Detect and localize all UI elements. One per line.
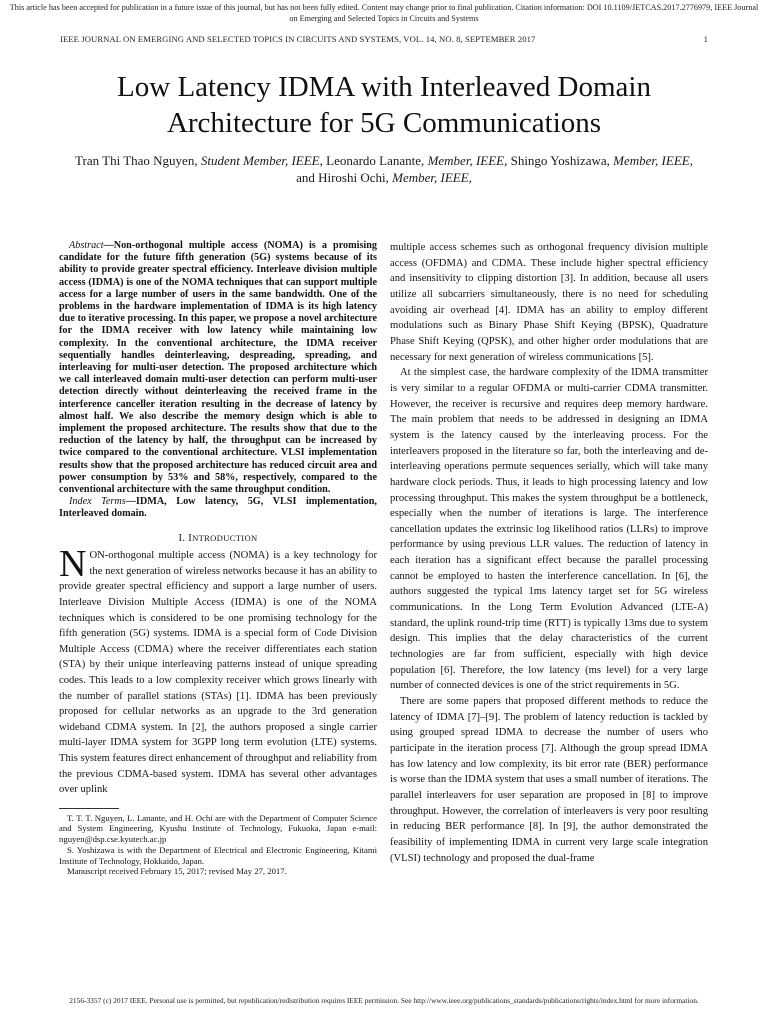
drop-cap: N: [59, 543, 87, 586]
left-column: [59, 240, 377, 877]
author-4-role: Member, IEEE,: [392, 170, 472, 185]
footnote-manuscript-dates: Manuscript received February 15, 2017; revised May 27, 2017.: [67, 866, 287, 877]
footnote-affiliation-2: S. Yoshizawa is with the Department of Electrical and Electronic Engineering, Kitami Institute of Technology, Hokkaido, Japan.: [59, 844, 377, 866]
body-paragraph-1: multiple access schemes such as orthogonal frequency division multiple access (OFDMA) and CDMA. These include higher spectral efficiency and insensitivity to clipping distortion [3]. In addition, because all users utilize all subcarriers simultaneously, there is no need for scheduling avoiding air overhead [4]. IDMA has an ability to employ different modulations such as Binary Phase Shift Keying (BPSK), Quadrature Phase Shift Keying (QPSK), and other higher order modulations that are necessary for next generation of wireless communications [5].: [390, 242, 708, 363]
title-line-1: Low Latency IDMA with Interleaved Domain: [117, 71, 651, 103]
page-number: 1: [703, 34, 708, 44]
body-paragraph-2: At the simplest case, the hardware complexity of the IDMA transmitter is very similar to a regular OFDMA or multi-carrier CDMA transmitter. However, the receiver is recursive and requires deep memory hardware. The main problem that needs to be addressed in designing an IDMA system is the latency caused by the interleaving process. For the interleavers proposed in the literature so far, both the interleaving and de-interleaving operations permute sequences serially, which will take many hardware clock periods. Thus, it leads to high processing latency and low processing throughput. This makes the system throughput be a bottleneck, especially when the number of iterations is large. The interference cancellation updates the extrinsic log likelihood ratios (LLRs) to improve performance by using previous LLR values. The reduction of latency in each iteration has a significant effect because the parallel processing cannot be employed to hasten the interference cancellation. In [6], the authors suggested the typical 1ms latency target set for 5G wireless communications. In the Long Term Evolution Advanced (LTE-A) standard, the uplink round-trip time (RTT) is typically 13ms due to system design. This implies that the delay characteristics of the current technologies are far from sufficient, especially with high device population [6]. Therefore, the low latency (ms level) for a very large number of connected devices is one of the strict requirements in 5G.: [390, 367, 708, 692]
paper-title: [60, 69, 708, 141]
author-3-role: Member, IEEE,: [613, 153, 693, 168]
copyright-notice: 2156-3357 (c) 2017 IEEE. Personal use is permitted, but republication/redistribution requires IEEE permission. See http://www.ieee.org/publications_standards/publications/rights/index.html for more information.: [69, 996, 699, 1005]
abstract: [59, 240, 377, 496]
index-terms-lead: Index Terms: [69, 496, 126, 508]
index-terms-text: —IDMA, Low latency, 5G, VLSI implementation, Interleaved domain.: [59, 496, 377, 520]
body-paragraph-3: There are some papers that proposed different methods to reduce the latency of IDMA [7]–[9]. The problem of latency reduction is tackled by using grouped spread IDMA to decrease the number of users who participate in the iteration process [7]. Although the group spread IDMA has low latency and low complexity, its bit error rate (BER) performance is worse than the IDMA system that uses a small number of iterations. The parallel interleavers for user separation are proposed in [8] to improve throughput. However, the correlation of interleavers is very poor resulting in reducing BER performance [8]. In [9], the author demonstrated the feasibility of implementing IDMA in current very large scale integration (VLSI) technology and proposed the dual-frame: [390, 696, 708, 864]
right-column: [390, 240, 708, 866]
section-heading-introduction: [59, 531, 377, 547]
author-2-role: Member, IEEE,: [427, 153, 508, 168]
journal-name: IEEE JOURNAL ON EMERGING AND SELECTED TOPICS IN CIRCUITS AND SYSTEMS, VOL. 14, NO. 8, SEPTEMBER 2017: [60, 34, 536, 44]
footnote-rule: [59, 808, 119, 809]
footnote-affiliation-1: T. T. T. Nguyen, L. Lanante, and H. Ochi are with the Department of Computer Science and System Engineering, Kyushu Institute of Technology, Fukuoka, Japan e-mail: nguyen@dsp.cse.kyutech.ac.jp: [59, 812, 377, 845]
publication-notice: [0, 3, 768, 24]
section-title-rest: NTRODUCTION: [192, 532, 258, 543]
author-list: [70, 152, 698, 186]
section-number: I.: [178, 532, 189, 544]
section-initial: I: [188, 532, 193, 544]
title-line-2: Architecture for 5G Communications: [166, 107, 602, 139]
publication-notice-line2: on Emerging and Selected Topics in Circuits and Systems: [289, 13, 479, 23]
intro-text: ON-orthogonal multiple access (NOMA) is a key technology for the next generation of wireless networks because it has an ability to provide greater spectral efficiency and support a large number of users. Interleave Division Multiple Access (IDMA) is one of the NOMA techniques which is considered to be one promising technology for the fifth generation (5G) systems. IDMA is a special form of Code Division Multiple Access (CDMA) where the receiver differentiates each station (STA) by their unique interleaving patterns instead of unique spreading codes. This leads to a low complexity receiver which grows linearly with the number of parallel stations (STAs) [1]. IDMA has been previously proposed for cellular networks as an upgrade to the 3rd generation wideband CDMA system. In [2], the authors proposed a single carrier multi-layer IDMA system for 3GPP long term evolution (LTE) systems. This system features direct enhancement of throughput and reliability from the previous CDMA-based system. IDMA has several other advantages over uplink: [59, 550, 378, 796]
author-4: and Hiroshi Ochi,: [296, 170, 393, 185]
publication-notice-line1: This article has been accepted for publication in a future issue of this journal, but has not been fully edited. Content may change prior to final publication. Citation information: DOI 10.1109/JETCAS.2017.2776979, IEEE Journal: [9, 3, 759, 12]
abstract-lead: Abstract: [69, 240, 104, 251]
author-3: Shingo Yoshizawa,: [507, 153, 614, 168]
running-head: [60, 34, 708, 44]
author-1-role: Student Member, IEEE,: [200, 153, 323, 168]
index-terms: [59, 496, 377, 520]
abstract-text: —Non-orthogonal multiple access (NOMA) is a promising candidate for the future fifth generation (5G) systems because of its ability to provide greater spectral efficiency. Interleave division multiple access (IDMA) is one of the NOMA techniques that can support multiple access for a large number of users in the same bandwidth. One of the problems in the hardware implementation of IDMA is its high latency due to iterative processing. In this paper, we propose a novel architecture for the IDMA receiver with low latency while maintaining low complexity. In the conventional architecture, the IDMA receiver sequentially handles deinterleaving, despreading, spreading, and interleaving for multi-user detection. The proposed architecture which we call interleaved domain multi-user detection can perform multi-user detection directly without deinterleaving the received frame in the interference canceller iteration resulting in the decrease of latency by almost half. We also describe the memory design which is able to implement the proposed architecture. The results show that due to the reduction of the latency by half, the throughput can be increased by twice compared to the conventional architecture. VLSI implementation results show that the proposed architecture has reduced circuit area and power consumption by 53% and 58%, respectively, compared to the conventional architecture with the same throughput condition.: [59, 240, 377, 496]
author-2: Leonardo Lanante,: [322, 153, 428, 168]
author-1: Tran Thi Thao Nguyen,: [75, 153, 201, 168]
intro-paragraph: [59, 543, 378, 798]
